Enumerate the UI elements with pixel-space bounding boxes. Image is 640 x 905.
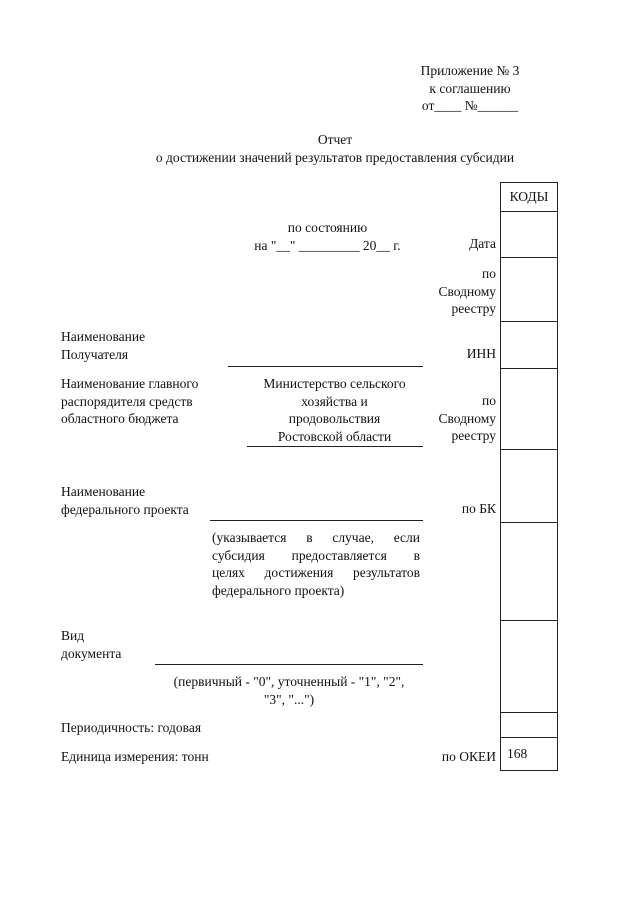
label-svod2-l3: реестру — [451, 428, 496, 443]
document-type-note — [155, 673, 423, 708]
federal-project-note-l3: целях достижения результатов — [212, 565, 420, 580]
federal-project-note-l4: федерального проекта) — [212, 582, 345, 598]
appendix-agreement: к соглашению — [429, 80, 511, 96]
document-type-note-l1: (первичный - "0", уточненный - "1", "2", — [173, 674, 405, 689]
recipient-label — [61, 328, 145, 363]
recipient-label-l2: Получателя — [61, 346, 129, 362]
code-empty-1 — [501, 523, 557, 621]
label-svod2-l1: по — [482, 393, 496, 408]
manager-label — [61, 375, 198, 428]
label-inn: ИНН — [466, 346, 496, 361]
document-type-label-l1: Вид — [61, 628, 85, 643]
federal-project-label — [61, 483, 189, 518]
appendix-date-number: от____ №______ — [421, 98, 519, 113]
appendix-number: Приложение № 3 — [420, 63, 520, 78]
document-type-note-l2: "3", "...") — [263, 691, 315, 707]
as-of-line2: на "__" _________ 20__ г. — [254, 237, 401, 253]
okei-code: 168 — [507, 746, 528, 761]
federal-project-note-l1: (указывается в случае, если — [212, 530, 420, 545]
as-of-block — [230, 219, 425, 254]
manager-label-l2: распорядителя средств — [61, 393, 193, 409]
appendix-block — [400, 62, 540, 115]
unit-of-measure: Единица измерения: тонн — [61, 749, 209, 764]
label-svod1 — [420, 265, 496, 318]
report-title — [100, 131, 570, 166]
code-svod2 — [501, 369, 557, 450]
manager-value-l2: хозяйства и — [301, 393, 368, 409]
manager-value-l1: Министерство сельского — [263, 376, 406, 391]
code-bk — [501, 450, 557, 523]
manager-underline — [247, 446, 423, 447]
report-title-line2: о достижении значений результатов предоставления субсидии — [155, 149, 515, 165]
recipient-label-l1: Наименование — [61, 329, 146, 344]
as-of-line1: по состоянию — [287, 220, 368, 235]
label-svod1-l1: по — [482, 266, 496, 281]
federal-project-underline — [210, 520, 423, 521]
manager-label-l1: Наименование главного — [61, 376, 199, 391]
federal-project-label-l2: федерального проекта — [61, 501, 189, 517]
report-title-line1: Отчет — [317, 132, 353, 147]
code-document — [501, 621, 557, 713]
document-type-label-l2: документа — [61, 645, 122, 661]
code-periodicity — [501, 713, 557, 738]
label-svod2-l2: Сводному — [438, 410, 496, 426]
label-svod1-l2: Сводному — [438, 283, 496, 299]
recipient-underline — [228, 366, 423, 367]
manager-value-l4: Ростовской области — [277, 428, 392, 444]
label-svod1-l3: реестру — [451, 301, 496, 316]
code-svod1 — [501, 258, 557, 322]
federal-project-label-l1: Наименование — [61, 484, 146, 499]
periodicity: Периодичность: годовая — [61, 720, 202, 735]
label-okei: по ОКЕИ — [441, 749, 496, 764]
manager-value-l3: продовольствия — [288, 411, 381, 426]
label-bk: по БК — [461, 501, 496, 516]
codes-header-label: КОДЫ — [509, 189, 549, 204]
label-svod2 — [420, 392, 496, 445]
code-okei — [507, 745, 527, 763]
label-date: Дата — [469, 236, 496, 251]
codes-header — [501, 183, 557, 212]
manager-value — [247, 375, 422, 445]
federal-project-note — [212, 529, 420, 599]
federal-project-note-l2: субсидия предоставляется в — [212, 547, 420, 563]
codes-column — [500, 182, 558, 771]
code-inn — [501, 322, 557, 369]
manager-label-l3: областного бюджета — [61, 411, 179, 426]
code-date — [501, 212, 557, 258]
document-type-underline — [155, 664, 423, 665]
document-type-label — [61, 627, 121, 662]
